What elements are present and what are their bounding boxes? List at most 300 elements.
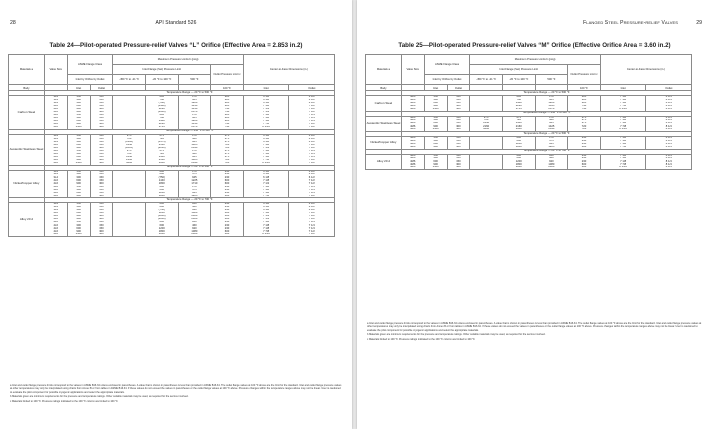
- table-cell: 285: [145, 96, 178, 99]
- table-cell: 7 7/8: [243, 195, 289, 198]
- table-cell: 4M6: [401, 116, 424, 119]
- table-cell: 2390: [535, 128, 568, 131]
- table-cell: 300: [67, 117, 90, 120]
- table-cell: 7 7/8: [600, 125, 646, 128]
- table-cell: 900: [67, 147, 90, 150]
- table-cell: 3600: [145, 162, 178, 165]
- table-cell: 8 1/4: [646, 116, 692, 119]
- material-label: Austenitic Stainless Steel: [366, 116, 402, 132]
- table-cell: (2010): [113, 147, 146, 150]
- table-cell: 150: [447, 116, 470, 119]
- material-label: Nickel/Copper Alloy: [9, 170, 45, 198]
- table-cell: 7 1/8: [243, 212, 289, 215]
- table-cell: 900: [424, 163, 447, 166]
- table-cell: 8 1/4: [646, 154, 692, 157]
- table-cell: 4L6: [44, 192, 67, 195]
- table-cell: 150: [447, 157, 470, 160]
- table-cell: 170: [178, 96, 211, 99]
- table-cell: 600: [502, 140, 535, 143]
- table-cell: 600: [145, 173, 178, 176]
- table-cell: 7 1/8: [600, 154, 646, 157]
- table-cell: 8 1/4: [646, 102, 692, 105]
- table-cell: 7 1/8: [243, 120, 289, 123]
- table-cell: 7 1/8: [600, 157, 646, 160]
- table-cell: 300: [90, 233, 113, 236]
- table-cell: 7 1/2: [289, 108, 335, 111]
- table-cell: 7 1/4: [289, 156, 335, 159]
- table-cell: 230: [568, 154, 601, 157]
- table-cell: 8 1/4: [646, 143, 692, 146]
- table-cell: 275: [211, 153, 244, 156]
- table-cell: 7 1/4: [289, 221, 335, 224]
- table-cell: 7 1/2: [243, 111, 289, 114]
- table-cell: 7 1/4: [289, 150, 335, 153]
- temperature-range-label: Temperature Range — 20 °F to 700 °F: [401, 149, 691, 154]
- table-cell: 275: [470, 116, 503, 119]
- table-cell: 1380: [535, 163, 568, 166]
- table-cell: 150: [90, 192, 113, 195]
- header-asme-flange-class: ASME Flange Class: [67, 55, 113, 75]
- table-cell: 7 1/2: [289, 105, 335, 108]
- table-notes: [367, 322, 702, 342]
- table-cell: 300: [447, 166, 470, 169]
- table-cell: 230: [145, 170, 178, 173]
- header-inlet-flange-limit: Inlet Flange (Set) Pressure Limit: [470, 65, 568, 75]
- table-cell: 8 1/16: [600, 108, 646, 111]
- table-cell: 285: [145, 114, 178, 117]
- table-cell: 300: [67, 206, 90, 209]
- table-cell: 6 1/2: [289, 203, 335, 206]
- table-cell: 300: [424, 99, 447, 102]
- table-cell: 4L6: [44, 123, 67, 126]
- table-cell: 1500: [67, 233, 90, 236]
- header-inlet-dim: Inlet: [243, 85, 289, 91]
- table-cell: 4M6: [401, 140, 424, 143]
- table-cell: 7 7/8: [600, 105, 646, 108]
- table-cell: 1480: [145, 120, 178, 123]
- table-cell: 7 1/8: [600, 99, 646, 102]
- table-cell: 720: [113, 153, 146, 156]
- table-cell: 4L6: [44, 144, 67, 147]
- table-cell: 600: [211, 179, 244, 182]
- table-cell: 300: [67, 173, 90, 176]
- header-inlet-dim: Inlet: [600, 85, 646, 91]
- table-cell: 8 1/4: [646, 157, 692, 160]
- table-cell: 170: [535, 96, 568, 99]
- table-cell: 150: [90, 117, 113, 120]
- table-cell: 150: [90, 170, 113, 173]
- table-cell: 2300: [178, 233, 211, 236]
- table-cell: 3L4: [44, 203, 67, 206]
- header-outlet: Outlet: [447, 85, 470, 91]
- table-cell: 6 1/2: [289, 170, 335, 173]
- table-cell: 2160: [145, 144, 178, 147]
- table-cell: 1220: [535, 102, 568, 105]
- table-cell: 7 1/2: [289, 144, 335, 147]
- table-cell: 275: [568, 119, 601, 122]
- table-cell: 300: [447, 163, 470, 166]
- table-cell: 8 1/4: [646, 96, 692, 99]
- table-cell: 900: [67, 123, 90, 126]
- table-cell: 230: [211, 176, 244, 179]
- table-cell: 8 1/4: [646, 128, 692, 131]
- table-cell: 1425: [178, 159, 211, 162]
- table-cell: 8 1/16: [600, 166, 646, 169]
- document-page-right: [357, 0, 712, 429]
- table-cell: 900: [67, 230, 90, 233]
- table-cell: 600: [67, 227, 90, 230]
- table-cell: 720: [211, 162, 244, 165]
- table-cell: 1225: [178, 179, 211, 182]
- table-cell: 4M6: [401, 102, 424, 105]
- table-cell: 7 1/8: [600, 137, 646, 140]
- table-cell: 150: [447, 99, 470, 102]
- table-cell: 300: [447, 125, 470, 128]
- header-max-pressure-limits: Maximum Pressure Limits b (psig): [113, 55, 243, 65]
- table-cell: 230: [568, 140, 601, 143]
- table-cell: 4M6: [401, 146, 424, 149]
- table-cell: 740: [568, 105, 601, 108]
- table-cell: 7 1/2: [243, 182, 289, 185]
- note-a: a Inlet and outlet flange pressure limits correspond to the values in ASME B16.34 unless enclosed in parentheses. A value that is shown in parentheses is less than provided in ASME B16.34. The outlet flange values at 100 °F above are the limit for the standard. Inlet and outlet flange pressure values at other temperatures may only be interpolated using charts from Annex B or from tables in ASME B16.34. If these values do not exceed the values in parentheses or the outlet flange values at 100 °F above. Pressure changes within the temperature ranges above may not be linear. User is cautioned to evaluate the pilot component for possible cryogenic applications and select the appropriate materials.: [367, 322, 702, 332]
- header-max-pressure-limits: Maximum Pressure Limits b (psig): [470, 55, 600, 65]
- table-cell: 150: [90, 212, 113, 215]
- table-cell: 2160: [502, 125, 535, 128]
- table-cell: 4M6: [401, 166, 424, 169]
- table-cell: 300: [90, 218, 113, 221]
- table-cell: 4M6: [401, 137, 424, 140]
- table-title: Table 25—Pilot-operated Pressure-relief Valves “M” Orifice (Effective Orifice Area = 3.60 in.2): [398, 42, 671, 49]
- table-cell: 720: [211, 147, 244, 150]
- table-cell: 8 1/4: [646, 99, 692, 102]
- table-cell: 8 1/16: [243, 126, 289, 129]
- table-cell: 170: [178, 134, 211, 137]
- table-cell: 150: [90, 102, 113, 105]
- table-cell: 230: [568, 143, 601, 146]
- table-cell: 3705: [502, 108, 535, 111]
- table-cell: 8 1/16: [600, 128, 646, 131]
- table-cell: 150: [90, 96, 113, 99]
- table-row: [366, 166, 692, 169]
- table-cell: 150: [90, 153, 113, 156]
- table-cell: 150: [424, 116, 447, 119]
- table-cell: 3L4: [44, 99, 67, 102]
- table-cell: 900: [424, 146, 447, 149]
- table-cell: 6 1/8: [243, 173, 289, 176]
- table-cell: 1410: [178, 105, 211, 108]
- table-cell: 275: [211, 141, 244, 144]
- table-cell: 6 1/2: [289, 209, 335, 212]
- table-cell: 600: [211, 233, 244, 236]
- table-cell: 4L6: [44, 156, 67, 159]
- table-cell: 600: [568, 146, 601, 149]
- table-cell: 6 1/8: [243, 206, 289, 209]
- table-cell: 300: [424, 157, 447, 160]
- table-cell: 3L4: [44, 138, 67, 141]
- table-cell: 1500: [424, 108, 447, 111]
- table-cell: 2220: [502, 105, 535, 108]
- table-cell: 600: [211, 212, 244, 215]
- table-cell: 7 1/8: [243, 179, 289, 182]
- table-cell: 275: [145, 150, 178, 153]
- table-cell: 605: [178, 99, 211, 102]
- table-cell: 275: [211, 134, 244, 137]
- table-cell: 1440: [113, 156, 146, 159]
- table-cell: 170: [535, 116, 568, 119]
- table-cell: 920: [535, 160, 568, 163]
- table-cell: 7 1/8: [243, 144, 289, 147]
- table-cell: 6 1/8: [243, 209, 289, 212]
- table-cell: 7 1/2: [243, 218, 289, 221]
- table-cell: 300: [424, 119, 447, 122]
- table-cell: 1200: [502, 143, 535, 146]
- table-cell: 965: [178, 156, 211, 159]
- table-cell: 600: [67, 144, 90, 147]
- table-cell: 300: [447, 108, 470, 111]
- table-cell: 230: [211, 209, 244, 212]
- table-cell: 300: [90, 123, 113, 126]
- table-cell: 4M6: [401, 160, 424, 163]
- table-cell: 7 1/8: [243, 114, 289, 117]
- table-cell: 4L6: [44, 114, 67, 117]
- table-cell: (1200): [113, 141, 146, 144]
- table-cell: 150: [90, 206, 113, 209]
- table-cell: 6 1/2: [289, 173, 335, 176]
- table-cell: 150: [90, 189, 113, 192]
- table-cell: 4L6: [44, 189, 67, 192]
- table-cell: 1480: [502, 102, 535, 105]
- table-cell: 7 7/8: [243, 159, 289, 162]
- table-cell: 8 1/4: [646, 122, 692, 125]
- table-cell: 230: [211, 189, 244, 192]
- table-cell: 230: [211, 203, 244, 206]
- table-cell: 150: [67, 96, 90, 99]
- table-cell: 285: [211, 114, 244, 117]
- table-cell: 6 1/8: [243, 203, 289, 206]
- table-cell: 180: [178, 221, 211, 224]
- table-cell: 4L6: [44, 126, 67, 129]
- table-cell: 945: [535, 143, 568, 146]
- table-cell: 600: [211, 182, 244, 185]
- table-cell: 6 1/8: [243, 170, 289, 173]
- header-temp-mid: -20 °F to 100 °F: [502, 75, 535, 85]
- header-outlet-dim: Outlet: [289, 85, 335, 91]
- table-cell: 4M6: [401, 128, 424, 131]
- table-cell: 170: [178, 170, 211, 173]
- table-cell: 720: [568, 125, 601, 128]
- table-cell: 7 1/8: [243, 227, 289, 230]
- table-cell: 7 1/8: [600, 140, 646, 143]
- table-cell: 150: [424, 154, 447, 157]
- table-cell: 740: [211, 126, 244, 129]
- table-cell: 8 1/4: [646, 137, 692, 140]
- table-cell: 4M6: [401, 96, 424, 99]
- table-cell: 600: [67, 212, 90, 215]
- table-cell: 720: [113, 138, 146, 141]
- temperature-range-label: Temperature Range — 450 °F to 500 °F: [401, 111, 691, 116]
- table-cell: 600: [211, 218, 244, 221]
- table-cell: 1800: [145, 195, 178, 198]
- table-cell: 7 7/8: [600, 146, 646, 149]
- table-cell: 275: [568, 122, 601, 125]
- header-center-to-face: Center-to-Face Dimensions (in.): [243, 55, 334, 85]
- table-cell: 7 1/8: [243, 221, 289, 224]
- table-notes: [10, 384, 342, 404]
- header-body: Body: [366, 85, 402, 91]
- running-header: API Standard 526: [155, 20, 197, 26]
- page-number: 28: [10, 20, 16, 26]
- header-temp-low: -450 °F to -21 °F: [113, 75, 146, 85]
- table-cell: 1710: [178, 182, 211, 185]
- table-cell: 1200: [502, 160, 535, 163]
- table-cell: 8 1/4: [646, 108, 692, 111]
- table-cell: 4L6: [44, 150, 67, 153]
- table-cell: 300: [67, 99, 90, 102]
- table-cell: 900: [67, 159, 90, 162]
- table-cell: 150: [67, 203, 90, 206]
- table-cell: 6 1/2: [289, 96, 335, 99]
- table-cell: 1410: [178, 108, 211, 111]
- table-cell: 600: [67, 156, 90, 159]
- header-outlet-dim: Outlet: [646, 85, 692, 91]
- table-cell: 7 1/2: [289, 195, 335, 198]
- table-cell: 720: [145, 153, 178, 156]
- document-page-left: [0, 0, 352, 429]
- table-cell: 150: [90, 176, 113, 179]
- table-cell: 1500: [67, 126, 90, 129]
- table-cell: 300: [90, 159, 113, 162]
- table-cell: 180: [535, 154, 568, 157]
- table-cell: 7 1/4: [289, 224, 335, 227]
- table-cell: 4L6: [44, 162, 67, 165]
- table-cell: 230: [211, 227, 244, 230]
- table-cell: 1200: [145, 212, 178, 215]
- table-cell: 6 1/2: [289, 134, 335, 137]
- table-cell: 4L6: [44, 120, 67, 123]
- table-cell: 4M6: [401, 122, 424, 125]
- header-temp-500: 500 °F: [178, 75, 211, 85]
- table-cell: 4M6: [401, 99, 424, 102]
- table-cell: 4L6: [44, 153, 67, 156]
- table-cell: 3L4: [44, 176, 67, 179]
- spec-table: [8, 54, 335, 237]
- table-cell: 300: [90, 147, 113, 150]
- table-cell: 600: [211, 195, 244, 198]
- table-cell: 150: [90, 221, 113, 224]
- table-cell: 275: [502, 116, 535, 119]
- table-cell: 300: [90, 162, 113, 165]
- table-cell: 4L6: [44, 182, 67, 185]
- table-cell: 740: [145, 99, 178, 102]
- table-cell: 275: [568, 116, 601, 119]
- table-cell: 6 1/8: [243, 96, 289, 99]
- table-cell: 7 1/8: [243, 105, 289, 108]
- table-cell: (1480): [145, 105, 178, 108]
- table-cell: 7 1/4: [289, 189, 335, 192]
- table-cell: 1380: [178, 230, 211, 233]
- table-cell: 285: [568, 99, 601, 102]
- table-cell: 300: [424, 140, 447, 143]
- table-cell: 2390: [178, 162, 211, 165]
- table-cell: 4L6: [44, 195, 67, 198]
- table-cell: 150: [447, 122, 470, 125]
- table-cell: 300: [67, 141, 90, 144]
- table-cell: 150: [90, 120, 113, 123]
- table-cell: 300: [90, 215, 113, 218]
- table-cell: 230: [211, 186, 244, 189]
- table-cell: 300: [67, 189, 90, 192]
- table-cell: [470, 166, 503, 169]
- table-cell: 600: [145, 189, 178, 192]
- table-cell: 170: [178, 150, 211, 153]
- table-cell: 4M6: [401, 108, 424, 111]
- material-label: Alloy 20 d: [9, 203, 45, 237]
- material-label: Alloy 20 d: [366, 154, 402, 170]
- table-cell: 7 1/8: [600, 143, 646, 146]
- table-cell: 300: [67, 209, 90, 212]
- table-cell: (3600): [145, 111, 178, 114]
- table-cell: 605: [178, 117, 211, 120]
- table-cell: 600: [67, 179, 90, 182]
- table-cell: 285: [211, 99, 244, 102]
- table-cell: 4L6: [44, 186, 67, 189]
- table-cell: 1440: [145, 156, 178, 159]
- table-cell: 4L6: [44, 147, 67, 150]
- table-cell: 230: [211, 206, 244, 209]
- table-cell: 6 1/8: [243, 138, 289, 141]
- table-cell: 720: [211, 159, 244, 162]
- table-cell: 8 1/4: [646, 105, 692, 108]
- table-cell: 1440: [113, 144, 146, 147]
- table-cell: 150: [447, 140, 470, 143]
- table-cell: 8 1/4: [646, 125, 692, 128]
- table-cell: 8 1/4: [646, 166, 692, 169]
- table-cell: 8 1/4: [646, 140, 692, 143]
- table-cell: 285: [568, 96, 601, 99]
- temperature-range-label: Temperature Range — 20 °F to 700 °F: [44, 198, 334, 203]
- header-inlet-by-orifice: Inlet by Orifice by Outlet: [67, 75, 113, 85]
- table-cell: 7 1/2: [289, 179, 335, 182]
- table-cell: 3L4: [44, 96, 67, 99]
- table-cell: 150: [447, 96, 470, 99]
- table-cell: 150: [67, 221, 90, 224]
- table-cell: 6 1/2: [289, 176, 335, 179]
- table-cell: 150: [90, 138, 113, 141]
- table-cell: 460: [178, 138, 211, 141]
- table-cell: 150: [90, 150, 113, 153]
- header-outlet-limit: Outlet Pressure Limit c: [568, 65, 601, 85]
- table-cell: 150: [90, 209, 113, 212]
- table-cell: 740: [211, 108, 244, 111]
- table-cell: 7 1/2: [289, 233, 335, 236]
- table-cell: 2070: [178, 111, 211, 114]
- table-cell: 7 1/8: [243, 150, 289, 153]
- table-cell: 6 1/8: [243, 102, 289, 105]
- table-cell: 170: [178, 114, 211, 117]
- table-cell: 4L6: [44, 179, 67, 182]
- table-cell: 300: [90, 182, 113, 185]
- table-cell: 600: [424, 122, 447, 125]
- table-cell: 600: [67, 120, 90, 123]
- table-cell: 150: [90, 134, 113, 137]
- page-header: [367, 20, 702, 28]
- table-cell: 150: [447, 137, 470, 140]
- table-cell: 8 1/16: [243, 162, 289, 165]
- table-cell: 230: [211, 221, 244, 224]
- table-cell: 920: [178, 227, 211, 230]
- table-cell: 300: [67, 224, 90, 227]
- table-cell: 4L6: [44, 108, 67, 111]
